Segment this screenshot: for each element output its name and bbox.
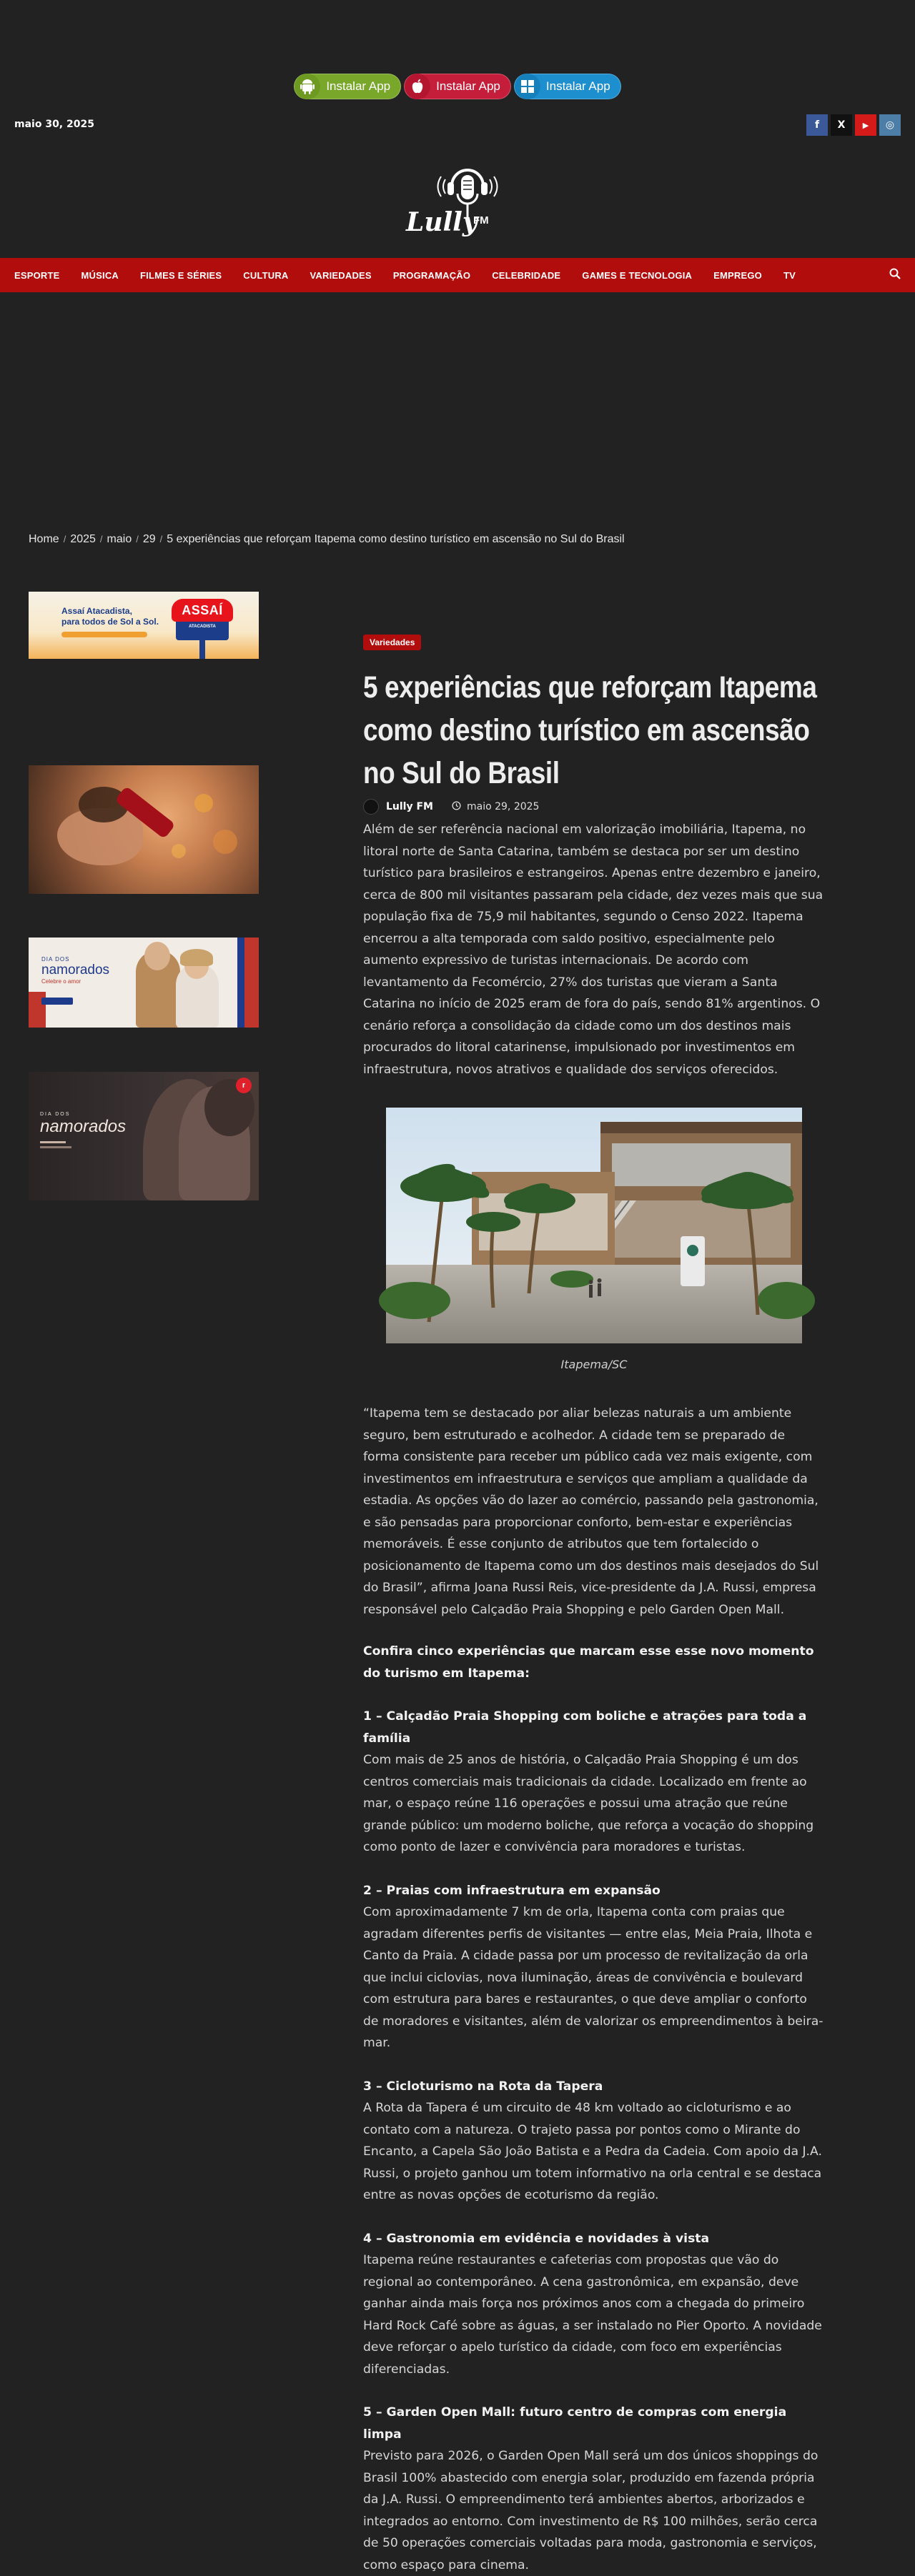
author-avatar[interactable] <box>363 799 379 815</box>
nav-item-programacao[interactable]: PROGRAMAÇÃO <box>392 269 471 281</box>
breadcrumb-home[interactable]: Home <box>29 533 59 545</box>
youtube-icon[interactable]: ▶ <box>855 114 876 136</box>
nav-item-variedades[interactable]: VARIEDADES <box>310 269 372 281</box>
search-icon[interactable] <box>889 268 901 282</box>
experience-text: Previsto para 2026, o Garden Open Mall será um dos únicos shoppings do Brasil 100% abastecido com energia solar, produzido em fazenda própria da J.A. Russi. O empreendimento terá ambientes abertos, arborizados e integrados ao entorno. Com investimento de R$ 100 milhões, serão cerca de 50 operações comerciais voltadas para moda, gastronomia e serviços, como espaço para cinema. <box>363 2449 818 2572</box>
article-date: maio 29, 2025 <box>466 801 540 812</box>
nav-item-esporte[interactable]: ESPORTE <box>14 269 60 281</box>
namorados-ad-1-tag: Celebre o amor <box>41 978 81 985</box>
breadcrumb-year[interactable]: 2025 <box>70 533 96 545</box>
nav-item-games-tecnologia[interactable]: GAMES E TECNOLOGIA <box>582 269 693 281</box>
breadcrumb-current: 5 experiências que reforçam Itapema como destino turístico em ascensão no Sul do Brasil <box>167 533 625 545</box>
nav-item-celebridade[interactable]: CELEBRIDADE <box>492 269 561 281</box>
instagram-icon[interactable]: ◎ <box>879 114 901 136</box>
install-android-button[interactable] <box>294 74 401 99</box>
social-links <box>806 114 901 136</box>
experience-item <box>363 2402 824 2576</box>
x-twitter-icon[interactable]: X <box>831 114 852 136</box>
figure-caption: Itapema/SC <box>560 1358 628 1371</box>
list-heading: Confira cinco experiências que marcam esse esse novo momento do turismo em Itapema: <box>363 1644 814 1681</box>
assai-ad-line2: para todos de Sol a Sol. <box>61 617 159 627</box>
install-windows-button[interactable] <box>514 74 621 99</box>
site-logo[interactable] <box>400 161 515 243</box>
article-title: 5 experiências que reforçam Itapema como destino turístico em ascensão no Sul do Brasil <box>363 670 817 790</box>
experience-heading: 1 – Calçadão Praia Shopping com boliche e atrações para toda a família <box>363 1709 807 1746</box>
category-badge[interactable]: Variedades <box>363 635 421 650</box>
install-app-bar <box>0 74 915 99</box>
ad-space <box>0 292 915 521</box>
logo-fm: FM <box>473 214 489 227</box>
install-ios-button[interactable] <box>404 74 511 99</box>
experience-text: Itapema reúne restaurantes e cafeterias com propostas que vão do regional ao contemporâneo. A cena gastronômica, em expansão, deve ganhar ainda mais força nos próximos anos com a chegada do primeiro Hard Rock Café sobre as águas, a ser instalado no Pier Oporto. A novidade deve reforçar o apelo turístico da cidade, com foco em experiências diferenciadas. <box>363 2253 822 2377</box>
experience-item <box>363 2228 824 2381</box>
apple-icon <box>405 74 430 99</box>
current-date: maio 30, 2025 <box>14 119 94 130</box>
install-ios-label: Instalar App <box>436 79 500 93</box>
experience-item <box>363 1880 824 2054</box>
android-icon <box>295 74 320 99</box>
assai-ad-brand: ASSAÍ <box>182 602 223 617</box>
experience-item <box>363 2076 824 2207</box>
assai-ad-sub: ATACADISTA <box>189 625 216 629</box>
nav-item-musica[interactable]: MÚSICA <box>81 269 119 281</box>
breadcrumb-day[interactable]: 29 <box>142 533 156 545</box>
dia-dos-namorados-ad-1[interactable] <box>29 938 259 1028</box>
article-meta <box>363 799 824 815</box>
top-bar <box>0 0 915 107</box>
author-name[interactable]: Lully FM <box>386 801 433 812</box>
facebook-icon[interactable]: f <box>806 114 828 136</box>
namorados-ad-2-small: DIA DOS <box>40 1112 71 1117</box>
clock-icon <box>452 801 461 813</box>
experience-heading: 4 – Gastronomia em evidência e novidades à vista <box>363 2231 710 2246</box>
nav-item-emprego[interactable]: EMPREGO <box>713 269 762 281</box>
experience-heading: 2 – Praias com infraestrutura em expansão <box>363 1883 661 1898</box>
namorados-ad-1-small: DIA DOS <box>41 956 70 963</box>
experience-heading: 5 – Garden Open Mall: futuro centro de compras com energia limpa <box>363 2405 787 2442</box>
assai-ad-banner[interactable] <box>29 592 259 659</box>
logo-wordmark: Lully <box>406 207 478 237</box>
main-navigation <box>0 258 915 292</box>
coca-cola-ad-banner[interactable] <box>29 765 259 894</box>
article-figure <box>386 1108 802 1371</box>
experience-item <box>363 1706 824 1859</box>
assai-ad-line1: Assaí Atacadista, <box>61 606 132 616</box>
nav-item-filmes-series[interactable]: FILMES E SÉRIES <box>140 269 222 281</box>
experience-text: A Rota da Tapera é um circuito de 48 km voltado ao cicloturismo e ao contato com a natureza. O trajeto passa por pontos como o Mirante do Encanto, a Capela São João Batista e a Pedra da Cadeia. Com apoio da J.A. Russi, o projeto ganhou um totem informativo na orla central e se destaca entre as novas opções de ecoturismo da região. <box>363 2101 822 2202</box>
experience-heading: 3 – Cicloturismo na Rota da Tapera <box>363 2079 603 2094</box>
windows-icon <box>515 74 540 99</box>
dia-dos-namorados-ad-2[interactable]: DIA DOS namorados r <box>29 1072 259 1200</box>
nav-item-cultura[interactable]: CULTURA <box>243 269 289 281</box>
breadcrumb: Home / 2025 / maio / 29 / 5 experiências que reforçam Itapema como destino turístico em ascensão no Sul do Brasil <box>29 533 625 545</box>
article-quote-paragraph: “Itapema tem se destacado por aliar belezas naturais a um ambiente seguro, bem estruturado e acolhedor. A cidade tem se preparado de forma consistente para receber um público cada vez mais exigente, com investimentos em infraestrutura e serviços que ampliam a qualidade da estadia. As opções vão do lazer ao comércio, passando pela gastronomia, e são pensadas para proporcionar conforto, bem-estar e experiências memoráveis. É esse conjunto de atributos que tem fortalecido o posicionamento de Itapema como um dos destinos mais desejados do Sul do Brasil”, afirma Joana Russi Reis, vice-presidente da J.A. Russi, empresa responsável pelo Calçadão Praia Shopping e pelo Garden Open Mall. <box>363 1406 819 1617</box>
experience-text: Com mais de 25 anos de história, o Calçadão Praia Shopping é um dos centros comerciais mais tradicionais da cidade. Localizado em frente ao mar, o espaço reúne 116 operações e possui uma atração que reúne grande público: um moderno boliche, que reforça a vocação do shopping como ponto de lazer e convivência para moradores e turistas. <box>363 1753 814 1854</box>
install-android-label: Instalar App <box>326 79 391 93</box>
namorados-ad-1-big: namorados <box>41 963 110 978</box>
experience-text: Com aproximadamente 7 km de orla, Itapema conta com praias que agradam diferentes perfis de visitantes — entre elas, Meia Praia, Ilhota e Canto da Praia. A cidade passa por um processo de revitalização da orla que inclui ciclovias, nova iluminação, áreas de convivência e boulevard com estrutura para bares e restaurantes, o que deve ampliar o conforto de moradores e visitantes, além de valorizar os empreendimentos à beira-mar. <box>363 1905 824 2050</box>
namorados-ad-2-big: namorados <box>40 1117 127 1136</box>
article-intro: Além de ser referência nacional em valorização imobiliária, Itapema, no litoral norte de Santa Catarina, também se destaca por ser um destino turístico para brasileiros e estrangeiros. Apenas entre dezembro e janeiro, cerca de 800 mil visitantes passaram pela cidade, dez vezes mais que sua população fixa de 75,9 mil habitantes, segundo o Censo 2022. Itapema encerrou a alta temporada com saldo positivo, especialmente pelo aumento expressivo de turistas internacionais. De acordo com levantamento da Fecomércio, 27% dos turistas que vieram a Santa Catarina no início de 2025 eram de fora do país, sendo 81% argentinos. O cenário reforça a consolidação da cidade como um dos destinos mais procurados do litoral catarinense, impulsionado por investimentos em infraestrutura, novos atrativos e qualidade dos serviços oferecidos. <box>363 822 824 1077</box>
article <box>363 635 824 2576</box>
install-windows-label: Instalar App <box>545 79 610 93</box>
nav-item-tv[interactable]: TV <box>783 269 796 281</box>
itapema-photo[interactable] <box>386 1108 802 1343</box>
breadcrumb-month[interactable]: maio <box>107 533 132 545</box>
